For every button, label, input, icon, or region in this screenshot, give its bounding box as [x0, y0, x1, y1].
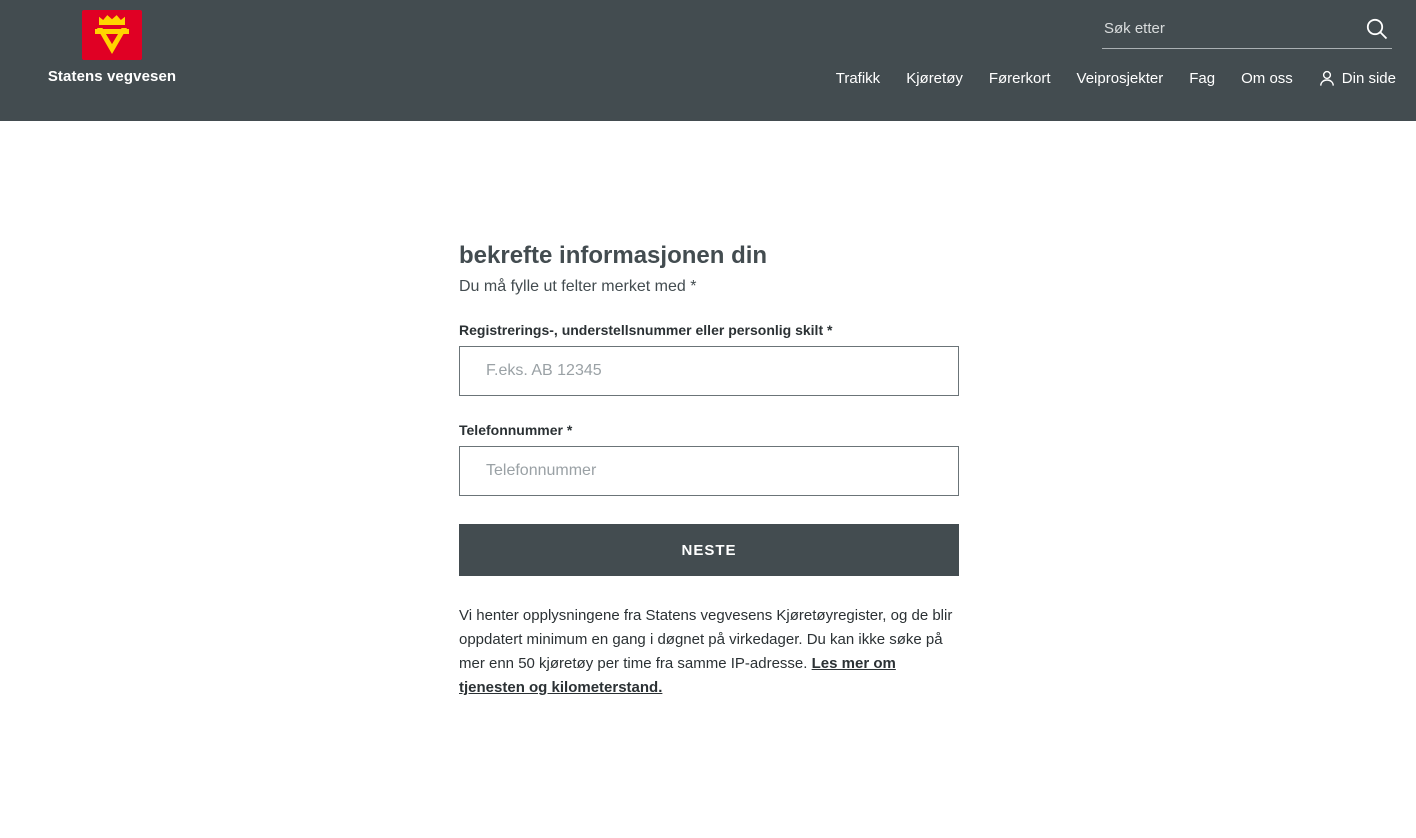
phone-number-input[interactable]	[459, 446, 959, 496]
nav-item-din-side[interactable]	[1319, 70, 1396, 87]
field-label-registration-number: Registrerings-, understellsnummer eller personlig skilt *	[459, 322, 833, 338]
info-paragraph	[459, 604, 959, 700]
field-label-phone-number: Telefonnummer *	[459, 422, 573, 438]
nav-item-veiprosjekter[interactable]: Veiprosjekter	[1076, 70, 1164, 87]
search-icon	[1364, 16, 1390, 42]
crown-shape	[99, 14, 125, 25]
field-phone-number	[459, 422, 959, 496]
registration-number-input[interactable]	[459, 346, 959, 396]
site-header	[0, 0, 1416, 121]
brand-name: Statens vegvesen	[47, 68, 177, 85]
info-paragraph-text: Vi henter opplysningene fra Statens vegvesens Kjøretøyregister, og de blir oppdatert minimum en gang i døgnet på virkedager. Du kan ikke søke på mer enn 50 kjøretøy per time fra samme IP-adresse.	[459, 607, 953, 672]
search-button[interactable]	[1362, 16, 1392, 42]
main-navigation	[836, 70, 1396, 87]
confirm-info-form	[459, 241, 959, 715]
nav-item-kjoretoy[interactable]: Kjøretøy	[906, 70, 963, 87]
nav-item-din-side-label: Din side	[1341, 70, 1396, 87]
nav-item-fag[interactable]: Fag	[1189, 70, 1216, 87]
page-title: bekrefte informasjonen din	[459, 242, 768, 269]
search-bar	[1102, 16, 1392, 49]
nav-item-om-oss[interactable]: Om oss	[1241, 70, 1293, 87]
info-link[interactable]: Les mer om tjenesten og kilometerstand.	[459, 655, 896, 696]
search-input[interactable]	[1102, 18, 1362, 41]
coat-of-arms-icon	[82, 10, 142, 60]
nav-item-trafikk[interactable]: Trafikk	[835, 70, 881, 87]
field-registration-number	[459, 322, 959, 396]
brand-logo[interactable]	[12, 10, 212, 85]
user-icon	[1319, 70, 1335, 87]
form-subtitle: Du må fylle ut felter merket med *	[459, 278, 697, 295]
next-button[interactable]: NESTE	[459, 524, 959, 576]
main-content	[0, 121, 1416, 838]
nav-item-forerkort[interactable]: Førerkort	[988, 70, 1051, 87]
